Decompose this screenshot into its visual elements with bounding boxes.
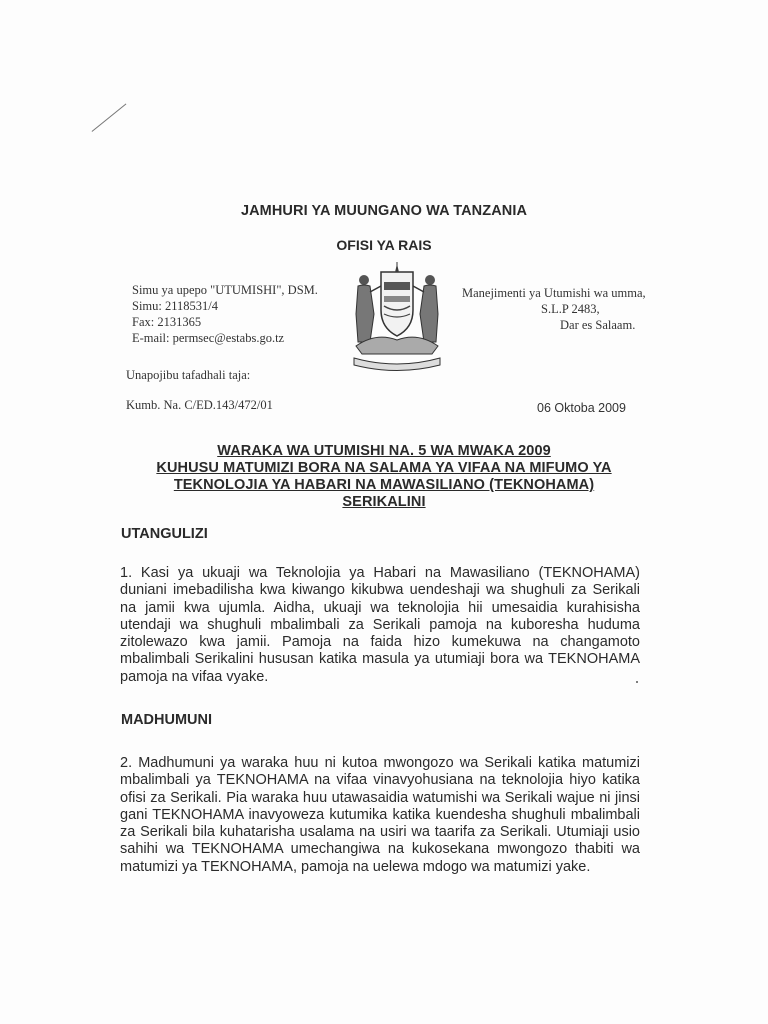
circular-title-line-2: KUHUSU MATUMIZI BORA NA SALAMA YA VIFAA NA MIFUMO YA: [156, 460, 612, 476]
document-date: 06 Oktoba 2009: [537, 401, 626, 415]
coat-of-arms-icon: [336, 262, 458, 374]
reply-note: Unapojibu tafadhali taja:: [126, 368, 251, 382]
reference-number: Kumb. Na. C/ED.143/472/01: [126, 398, 273, 412]
po-box-line: S.L.P 2483,: [541, 302, 600, 316]
email-line: E-mail: permsec@estabs.go.tz: [132, 331, 285, 345]
city-line: Dar es Salaam.: [560, 318, 636, 332]
circular-title-line-1: WARAKA WA UTUMISHI NA. 5 WA MWAKA 2009: [217, 443, 551, 459]
section-paragraph-purpose: 2. Madhumuni ya waraka huu ni kutoa mwongozo wa Serikali katika matumizi mbalimbali ya TEKNOHAMA na vifaa vinavyohusiana na teknolojia hiyo katika ofisi za Serikali. Pia waraka huu utawasaidia watumishi wa Serikali wajue ni jinsi gani TEKNOHAMA inavyoweza kutumika katika kuendesha shughuli mbalimbali za Serikali bila kuhatarisha usalama na usiri wa taarifa za Serikali. Utumiaji usio sahihi wa TEKNOHAMA umechangiwa na kukosekana mwongozo thabiti wa matumizi ya TEKNOHAMA, pamoja na uelewa mdogo wa matumizi yake.: [120, 755, 640, 875]
speck-mark: [636, 681, 638, 683]
section-paragraph-introduction: 1. Kasi ya ukuaji wa Teknolojia ya Habari na Mawasiliano (TEKNOHAMA) duniani imebadilisha kwa kiwango kikubwa uendeshaji wa shughuli za Serikali na jamii kwa ujumla. Aidha, ukuaji wa teknolojia hii umesaidia kurahisisha utendaji wa shughuli mbalimbali za Serikali pamoja na kuboresha huduma zitolewazo kwa jamii. Pamoja na faida hizo kumekuwa na changamoto mbalimbali Serikalini hususan katika masula ya utumiaji bora wa TEKNOHAMA pamoja na vifaa vyake.: [120, 565, 640, 685]
telegram-line: Simu ya upepo "UTUMISHI", DSM.: [132, 283, 318, 297]
contact-right-block: [462, 285, 672, 333]
section-title-purpose: MADHUMUNI: [121, 712, 213, 728]
country-title: JAMHURI YA MUUNGANO WA TANZANIA: [240, 203, 528, 219]
office-name-line: Manejimenti ya Utumishi wa umma,: [462, 286, 646, 300]
circular-title-line-4: SERIKALINI: [342, 494, 426, 510]
section-title-introduction: UTANGULIZI: [121, 526, 208, 542]
fax-line: Fax: 2131365: [132, 315, 202, 329]
office-title: OFISI YA RAIS: [336, 237, 432, 253]
phone-line: Simu: 2118531/4: [132, 299, 219, 313]
pen-stroke-mark: [92, 103, 127, 132]
contact-left-block: [132, 282, 318, 346]
circular-title-line-3: TEKNOLOJIA YA HABARI NA MAWASILIANO (TEKNOHAMA): [173, 477, 595, 493]
